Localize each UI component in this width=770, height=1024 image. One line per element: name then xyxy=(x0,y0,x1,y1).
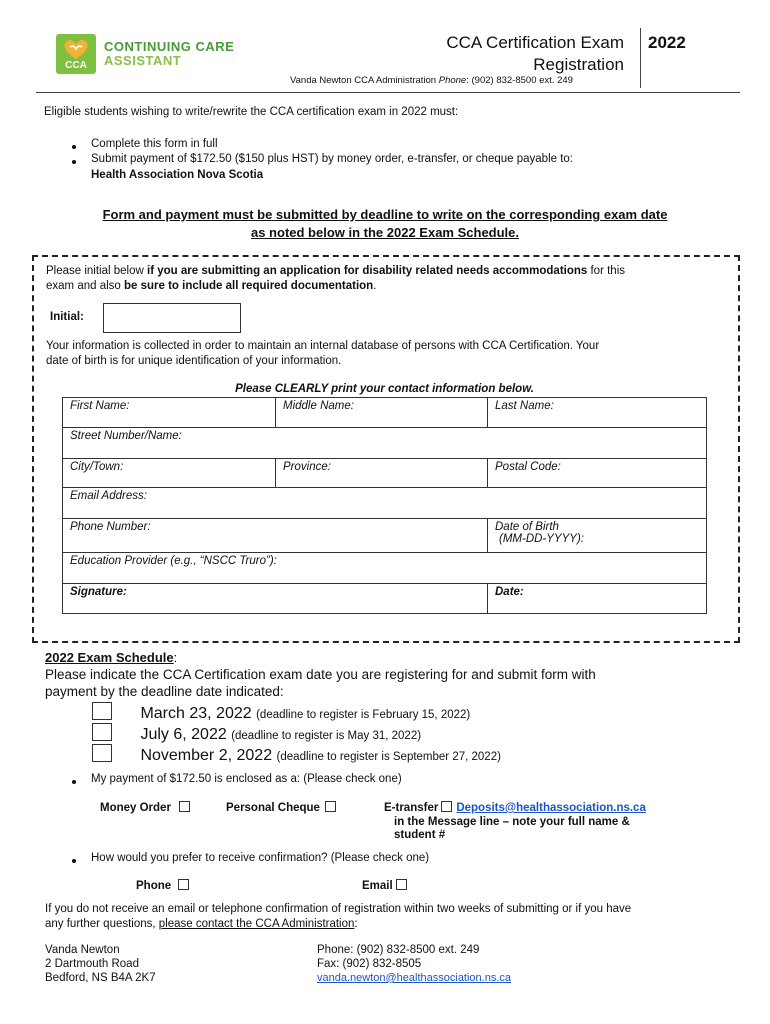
admin-name: Vanda Newton CCA Administration xyxy=(290,75,437,86)
accommodation-text-bold: if you are submitting an application for disability related needs accommodations xyxy=(147,265,588,277)
dob-format: (MM-DD-YYYY): xyxy=(499,533,584,545)
footer-email-link[interactable]: vanda.newton@healthassociation.ns.ca xyxy=(317,972,512,984)
dob-label: Date of Birth xyxy=(495,521,559,533)
email-confirmation-option[interactable] xyxy=(362,879,407,892)
footer-fax: Fax: (902) 832-8505 xyxy=(317,958,422,970)
etransfer-note-line1: in the Message line – note your full name & xyxy=(394,816,630,828)
schedule-instructions-line1: Please indicate the CCA Certification exam date you are registering for and submit form with xyxy=(45,667,596,682)
accommodation-text: . xyxy=(373,280,377,292)
footer-notice-line1: If you do not receive an email or telephone confirmation of registration within two weeks of submitting or if you have xyxy=(45,903,632,915)
exam-date: November 2, 2022 xyxy=(140,747,273,764)
first-name-label: First Name: xyxy=(70,400,130,412)
postal-code-field[interactable] xyxy=(488,459,707,488)
privacy-line1: Your information is collected in order to maintain an internal database of persons with CCA Certification. Your xyxy=(46,340,600,352)
footer-text: any further questions, xyxy=(45,918,159,930)
intro-bullet-2: Submit payment of $172.50 ($150 plus HST) by money order, e-transfer, or cheque payable to: xyxy=(91,153,573,165)
exam-date-checkbox[interactable] xyxy=(92,702,112,720)
phone-label: Phone Number: xyxy=(70,521,151,533)
first-name-field[interactable] xyxy=(63,398,276,428)
brand-name-line2: ASSISTANT xyxy=(104,53,182,68)
money-order-checkbox[interactable] xyxy=(179,801,190,812)
signature-field[interactable] xyxy=(63,584,488,614)
date-field[interactable] xyxy=(488,584,707,614)
form-title: CCA Certification Exam xyxy=(446,33,624,52)
accommodation-text: exam and also xyxy=(46,280,124,292)
footer-phone: Phone: (902) 832-8500 ext. 249 xyxy=(317,944,480,956)
confirmation-question: How would you prefer to receive confirmation? (Please check one) xyxy=(91,852,430,864)
header-rule xyxy=(36,92,740,93)
contact-form-heading: Please CLEARLY print your contact information below. xyxy=(235,383,534,395)
accommodation-text: Please initial below xyxy=(46,265,148,277)
phone-field[interactable] xyxy=(63,519,488,553)
city-field[interactable] xyxy=(63,459,276,488)
last-name-label: Last Name: xyxy=(495,400,554,412)
exam-deadline: (deadline to register is February 15, 2022) xyxy=(256,709,471,721)
etransfer-checkbox[interactable] xyxy=(441,801,452,812)
footer-text: : xyxy=(354,918,358,930)
contact-info-table xyxy=(62,397,707,614)
date-of-birth-field[interactable] xyxy=(488,519,707,553)
address-city: Bedford, NS B4A 2K7 xyxy=(45,972,156,984)
exam-date-option[interactable] xyxy=(92,702,470,723)
heart-hands-icon xyxy=(62,38,90,60)
exam-date-checkbox[interactable] xyxy=(92,744,112,762)
personal-cheque-checkbox[interactable] xyxy=(325,801,336,812)
payment-question: My payment of $172.50 is enclosed as a: (Please check one) xyxy=(91,773,402,785)
exam-date-checkbox[interactable] xyxy=(92,723,112,741)
footer-notice-line2 xyxy=(45,918,745,930)
middle-name-label: Middle Name: xyxy=(283,400,354,412)
money-order-option[interactable] xyxy=(100,801,190,814)
etransfer-option[interactable] xyxy=(384,801,646,814)
logo-abbreviation: CCA xyxy=(65,60,87,71)
email-label: Email Address: xyxy=(70,490,147,502)
education-provider-field[interactable] xyxy=(63,553,707,584)
schedule-title: 2022 Exam Schedule xyxy=(45,650,174,665)
email-confirmation-label: Email xyxy=(362,880,393,892)
province-field[interactable] xyxy=(276,459,488,488)
intro-bullet-1: Complete this form in full xyxy=(91,138,218,150)
personal-cheque-label: Personal Cheque xyxy=(226,802,320,814)
bullet-dot xyxy=(72,145,76,149)
etransfer-email-link[interactable]: Deposits@healthassociation.ns.ca xyxy=(456,802,646,814)
accommodation-text: for this xyxy=(587,265,626,277)
city-label: City/Town: xyxy=(70,461,124,473)
exam-date-option[interactable] xyxy=(92,723,421,744)
address-name: Vanda Newton xyxy=(45,944,120,956)
deadline-notice-line1: Form and payment must be submitted by deadline to write on the corresponding exam date xyxy=(102,207,668,222)
accommodation-instructions-2 xyxy=(46,280,726,292)
exam-date: March 23, 2022 xyxy=(140,705,252,722)
postal-code-label: Postal Code: xyxy=(495,461,561,473)
admin-phone-label: Phone xyxy=(438,75,467,86)
email-confirmation-checkbox[interactable] xyxy=(396,879,407,890)
contact-admin-text: please contact the CCA Administration xyxy=(158,918,355,930)
education-provider-label: Education Provider (e.g., “NSCC Truro”): xyxy=(70,555,277,567)
exam-date: July 6, 2022 xyxy=(140,726,227,743)
bullet-dot xyxy=(72,780,76,784)
form-year: 2022 xyxy=(648,33,686,52)
exam-deadline: (deadline to register is May 31, 2022) xyxy=(231,730,422,742)
address-street: 2 Dartmouth Road xyxy=(45,958,139,970)
initial-field[interactable] xyxy=(103,303,241,333)
bullet-dot xyxy=(72,160,76,164)
cca-logo xyxy=(56,34,96,74)
date-label: Date: xyxy=(495,586,524,598)
middle-name-field[interactable] xyxy=(276,398,488,428)
admin-phone-value: : (902) 832-8500 ext. 249 xyxy=(466,75,573,86)
street-field[interactable] xyxy=(63,428,707,459)
admin-contact-line xyxy=(290,75,573,86)
signature-label: Signature: xyxy=(70,586,127,598)
money-order-label: Money Order xyxy=(100,802,171,814)
bullet-dot xyxy=(72,859,76,863)
last-name-field[interactable] xyxy=(488,398,707,428)
initial-label: Initial: xyxy=(50,311,84,323)
phone-confirmation-label: Phone xyxy=(136,880,172,892)
deadline-notice-line2: as noted below in the 2022 Exam Schedule. xyxy=(250,225,520,240)
documentation-note: be sure to include all required documentation xyxy=(124,280,374,292)
schedule-heading xyxy=(45,650,177,665)
phone-confirmation-option[interactable] xyxy=(136,879,189,892)
form-subtitle: Registration xyxy=(533,55,624,74)
payee-name: Health Association Nova Scotia xyxy=(91,169,264,181)
privacy-line2: date of birth is for unique identification of your information. xyxy=(46,355,342,367)
email-field[interactable] xyxy=(63,488,707,519)
etransfer-note-line2: student # xyxy=(394,829,446,841)
exam-deadline: (deadline to register is September 27, 2022) xyxy=(276,751,501,763)
brand-name-line1: CONTINUING CARE xyxy=(104,39,235,54)
etransfer-label: E-transfer xyxy=(384,802,439,814)
exam-date-option[interactable] xyxy=(92,744,501,765)
street-label: Street Number/Name: xyxy=(70,430,182,442)
schedule-instructions-line2: payment by the deadline date indicated: xyxy=(45,684,284,699)
province-label: Province: xyxy=(283,461,331,473)
phone-confirmation-checkbox[interactable] xyxy=(178,879,189,890)
accommodation-instructions xyxy=(46,265,726,277)
schedule-colon: : xyxy=(173,650,178,665)
intro-text: Eligible students wishing to write/rewrite the CCA certification exam in 2022 must: xyxy=(44,106,459,118)
header-divider xyxy=(640,28,641,88)
personal-cheque-option[interactable] xyxy=(226,801,336,814)
